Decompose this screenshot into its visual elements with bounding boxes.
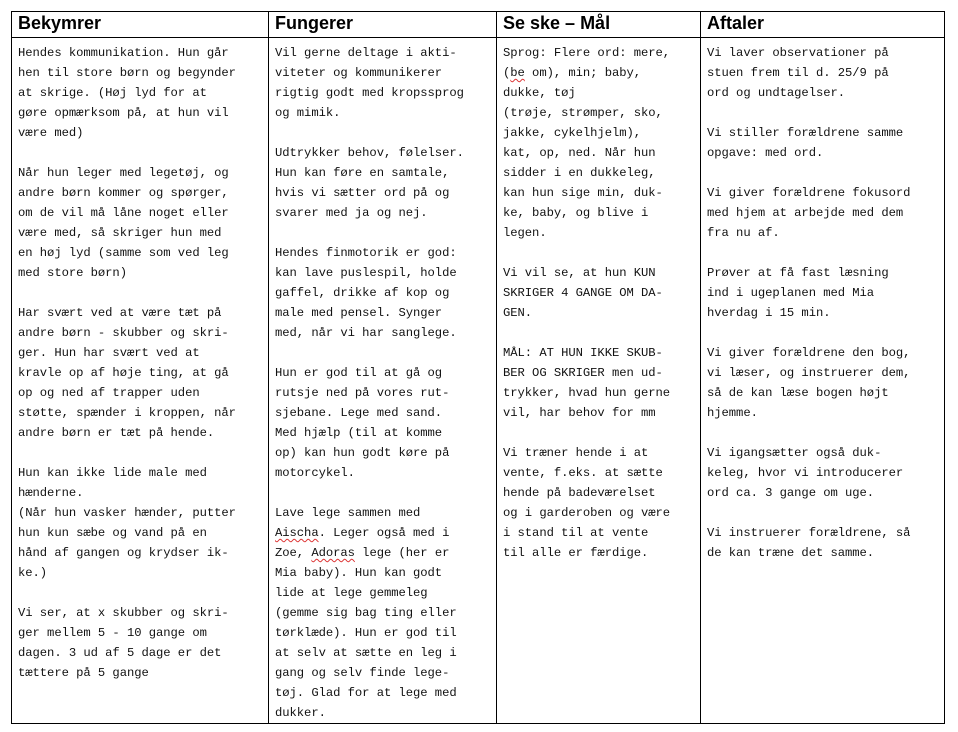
paragraph: Vi ser, at x skubber og skri- ger mellem 5 - 10 gange om dagen. 3 ud af 5 dage er det tættere på 5 gange	[18, 606, 229, 680]
paragraph: MÅL: AT HUN IKKE SKUB- BER OG SKRIGER men ud- trykker, hvad hun gerne vil, har behov for mm	[503, 346, 671, 420]
spellcheck-underline: be	[510, 66, 525, 80]
paragraph: Vi træner hende i at vente, f.eks. at sætte hende på badeværelset og i garderoben og være i stand til at vente til alle er færdige.	[503, 446, 671, 560]
spellcheck-underline: Aischa	[275, 526, 319, 540]
paragraph: Hun kan ikke lide male med hænderne. (Når hun vasker hænder, putter hun kun sæbe og vand på en hånd af gangen og krydser ik- ke.)	[18, 466, 236, 580]
cell-bekymrer	[12, 38, 269, 724]
header-row	[12, 12, 945, 38]
paragraph: Vi instruerer forældrene, så de kan træne det samme.	[707, 526, 911, 560]
paragraph: Vi igangsætter også duk- keleg, hvor vi introducerer ord ca. 3 gange om uge.	[707, 446, 904, 500]
cell-fungerer	[269, 38, 497, 724]
paragraph: Hendes kommunikation. Hun går hen til store børn og begynder at skrige. (Høj lyd for at gøre opmærksom på, at hun vil være med)	[18, 46, 236, 140]
paragraph: Sprog: Flere ord: mere, (be om), min; baby, dukke, tøj (trøje, strømper, sko, jakke, cykelhjelm), kat, op, ned. Når hun sidder i en dukkeleg, kan hun sige min, duk- ke, baby, og blive i legen.	[503, 46, 671, 240]
column-header-fungerer: Fungerer	[269, 12, 497, 38]
column-header-aftaler: Aftaler	[701, 12, 945, 38]
paragraph: Lave lege sammen med Aischa. Leger også med i Zoe, Adoras lege (her er Mia baby). Hun kan godt lide at lege gemmeleg (gemme sig bag ting eller tørklæde). Hun er god til at selv at sætte en leg i gang og selv finde lege- tøj. Glad for at lege med dukker.	[275, 506, 457, 720]
content-row	[12, 38, 945, 724]
observation-table	[11, 11, 945, 724]
paragraph: Vi giver forældrene fokusord med hjem at arbejde med dem fra nu af.	[707, 186, 911, 240]
column-header-bekymrer: Bekymrer	[12, 12, 269, 38]
paragraph: Hun er god til at gå og rutsje ned på vores rut- sjebane. Lege med sand. Med hjælp (til at komme op) kan hun godt køre på motorcykel.	[275, 366, 450, 480]
paragraph: Udtrykker behov, følelser. Hun kan føre en samtale, hvis vi sætter ord på og svarer med ja og nej.	[275, 146, 464, 220]
paragraph: Hendes finmotorik er god: kan lave puslespil, holde gaffel, drikke af kop og male med pensel. Synger med, når vi har sanglege.	[275, 246, 457, 340]
paragraph: Vi stiller forældrene samme opgave: med ord.	[707, 126, 904, 160]
paragraph: Vi giver forældrene den bog, vi læser, og instruerer dem, så de kan læse bogen højt hjemme.	[707, 346, 911, 420]
cell-se-ske-maal	[497, 38, 701, 724]
paragraph: Prøver at få fast læsning ind i ugeplanen med Mia hverdag i 15 min.	[707, 266, 889, 320]
paragraph: Har svært ved at være tæt på andre børn - skubber og skri- ger. Hun har svært ved at kravle op af høje ting, at gå op og ned af trapper uden støtte, spænder i kroppen, når andre børn er tæt på hende.	[18, 306, 236, 440]
spellcheck-underline: Adoras	[311, 546, 355, 560]
column-header-se-ske-maal: Se ske – Mål	[497, 12, 701, 38]
cell-aftaler	[701, 38, 945, 724]
paragraph: Vil gerne deltage i akti- viteter og kommunikerer rigtig godt med kropssprog og mimik.	[275, 46, 464, 120]
paragraph: Vi vil se, at hun KUN SKRIGER 4 GANGE OM DA- GEN.	[503, 266, 663, 320]
paragraph: Når hun leger med legetøj, og andre børn kommer og spørger, om de vil må låne noget eller være med, så skriger hun med en høj lyd (samme som ved leg med store børn)	[18, 166, 229, 280]
paragraph: Vi laver observationer på stuen frem til d. 25/9 på ord og undtagelser.	[707, 46, 889, 100]
